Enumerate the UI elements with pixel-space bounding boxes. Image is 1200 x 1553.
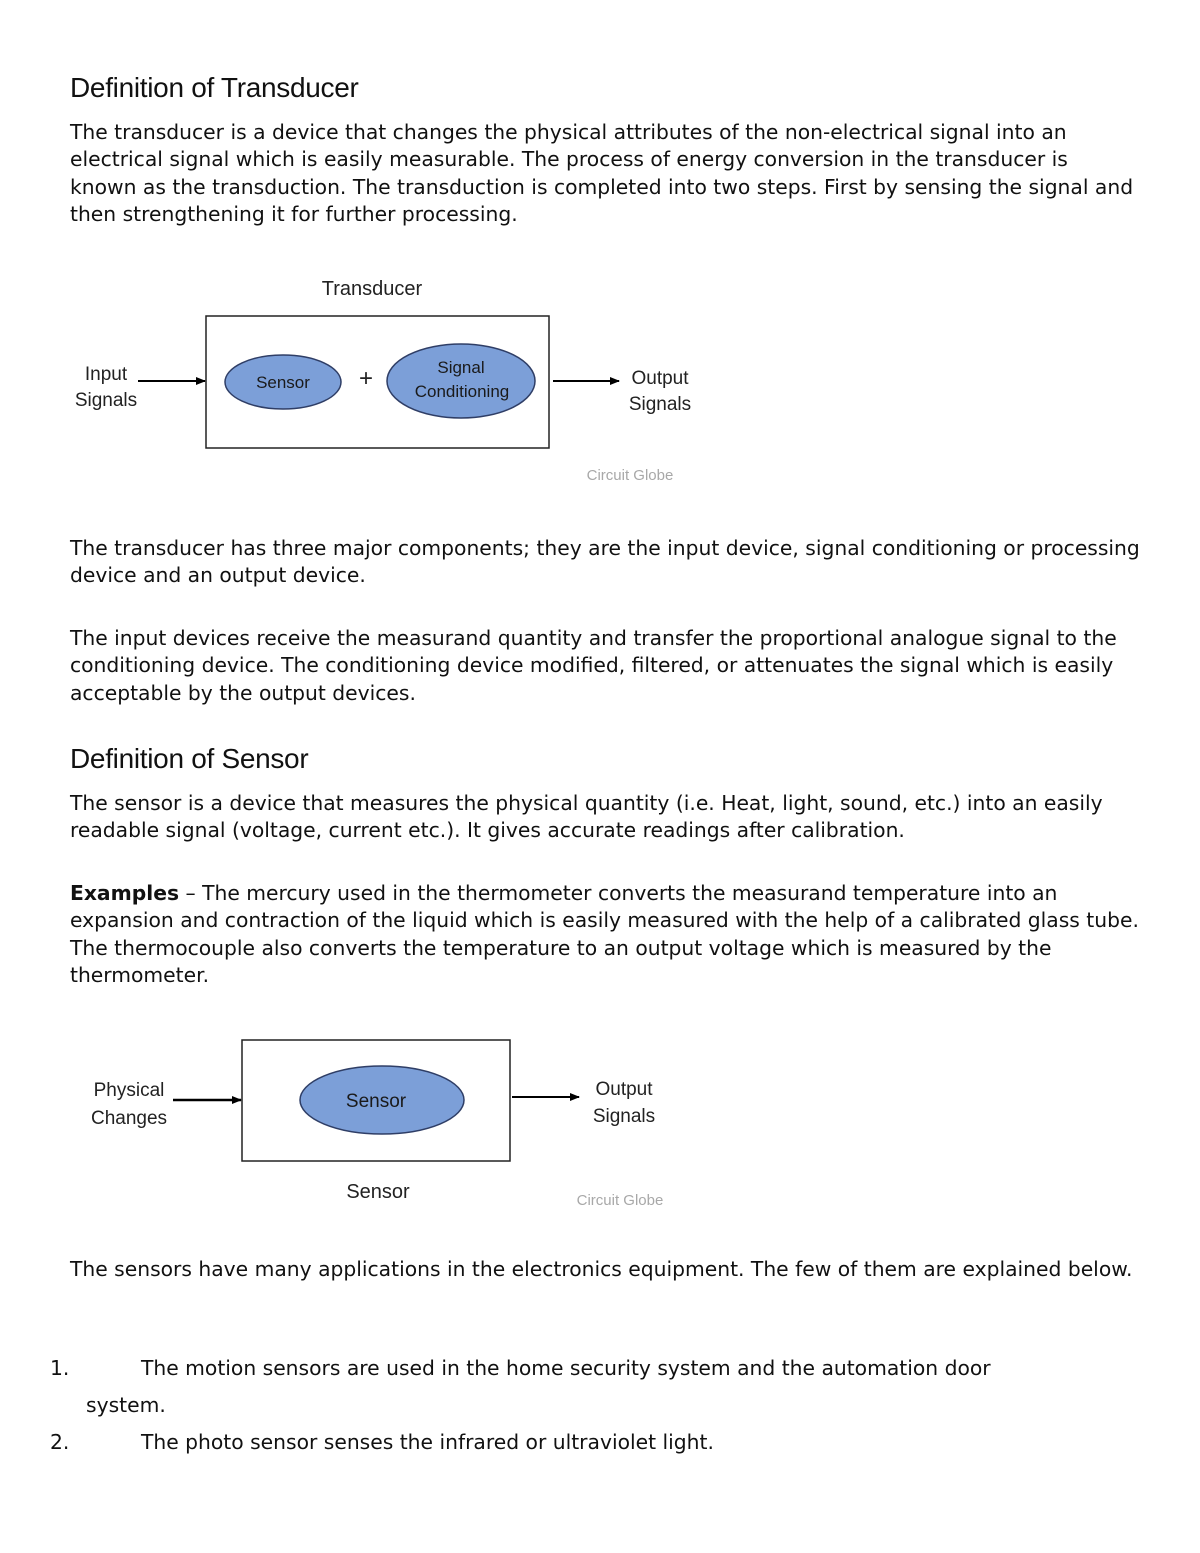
plus-sign: + bbox=[358, 365, 374, 392]
sensor-output-line2: Signals bbox=[592, 1106, 656, 1127]
transducer-definition-paragraph: The transducer is a device that changes the physical attributes of the non-electrical signal into an electrical signal which is easily measurable. The process of energy conversion in the transducer is known as the transduction. The transduction is completed into two steps. First by sensing the signal and then strengthening it for further processing. bbox=[70, 120, 1134, 227]
heading-definition-of-transducer: Definition of Transducer bbox=[70, 72, 359, 103]
heading-definition-of-sensor: Definition of Sensor bbox=[70, 743, 309, 774]
examples-paragraph bbox=[70, 880, 1140, 990]
components-paragraph: The transducer has three major components; they are the input device, signal conditioning or processing device and an output device. bbox=[70, 536, 1140, 588]
list-text: The motion sensors are used in the home security system and the automation door bbox=[141, 1356, 991, 1380]
diagram1-title: Transducer bbox=[321, 278, 423, 300]
input-devices-paragraph: The input devices receive the measurand quantity and transfer the proportional analogue signal to the conditioning device. The conditioning device modified, filtered, or attenuates the signal which is easily acceptable by the output devices. bbox=[70, 626, 1117, 705]
signal-conditioning-line1: Signal bbox=[437, 358, 485, 377]
list-text: The photo sensor senses the infrared or ultraviolet light. bbox=[141, 1430, 714, 1454]
examples-text: – The mercury used in the thermometer converts the measurand temperature into an expansion and contraction of the liquid which is easily measured with the help of a calibrated glass tube. The thermocouple also converts the temperature to an output voltage which is measured by the thermometer. bbox=[70, 881, 1139, 988]
input-label-line2: Signals bbox=[74, 390, 138, 411]
sensor-definition-paragraph: The sensor is a device that measures the physical quantity (i.e. Heat, light, sound, etc.) into an easily readable signal (voltage, current etc.). It gives accurate readings after calibration. bbox=[70, 791, 1103, 843]
watermark-2: Circuit Globe bbox=[576, 1192, 664, 1209]
sensor-output-line1: Output bbox=[595, 1079, 653, 1100]
applications-paragraph: The sensors have many applications in the electronics equipment. The few of them are explained below. bbox=[70, 1257, 1133, 1281]
physical-label-line1: Physical bbox=[93, 1080, 165, 1101]
sensor-label: Sensor bbox=[256, 373, 310, 392]
input-label-line1: Input bbox=[84, 364, 128, 385]
sensor-caption: Sensor bbox=[346, 1181, 410, 1203]
signal-conditioning-ellipse bbox=[387, 344, 535, 418]
sensor-ellipse-label: Sensor bbox=[345, 1091, 407, 1112]
sensor-block-diagram bbox=[0, 1020, 1200, 1220]
list-item bbox=[0, 1350, 1150, 1424]
list-number: 2. bbox=[50, 1430, 70, 1454]
list-item bbox=[0, 1424, 1150, 1461]
output-label-line2: Signals bbox=[628, 394, 692, 415]
physical-label-line2: Changes bbox=[90, 1108, 168, 1129]
signal-conditioning-line2: Conditioning bbox=[414, 382, 510, 401]
examples-label: Examples bbox=[70, 881, 180, 905]
list-number: 1. bbox=[50, 1356, 70, 1380]
watermark-1: Circuit Globe bbox=[586, 467, 674, 484]
transducer-block-diagram bbox=[0, 0, 1200, 500]
list-text-continuation: system. bbox=[86, 1393, 166, 1417]
output-label-line1: Output bbox=[631, 368, 689, 389]
